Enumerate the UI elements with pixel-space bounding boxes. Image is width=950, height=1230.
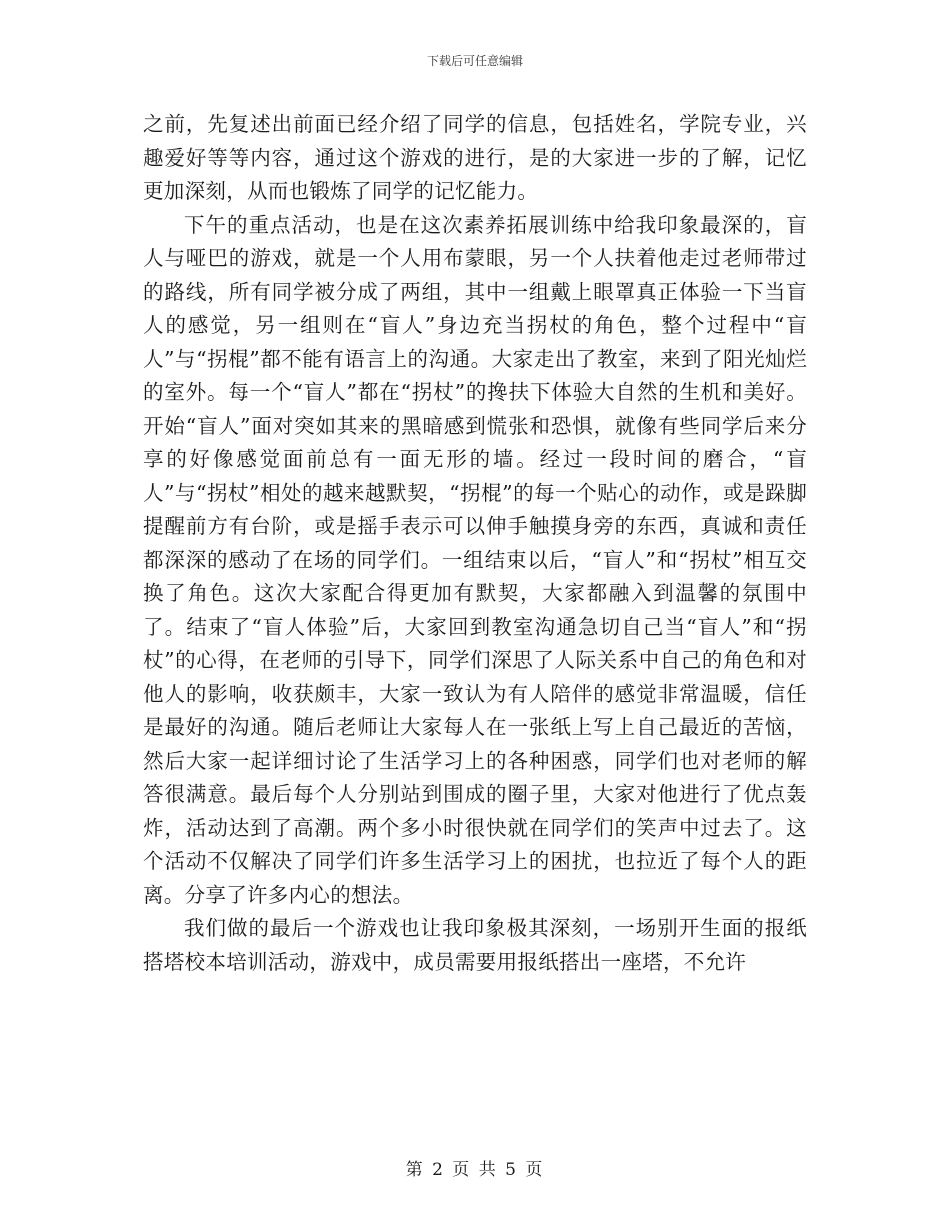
document-body — [143, 108, 807, 979]
page-number-footer: 第 2 页 共 5 页 — [405, 1160, 545, 1180]
page-header: 下载后可任意编辑 — [426, 54, 523, 68]
paragraph-2: 下午的重点活动，也是在这次素养拓展训练中给我印象最深的，盲人与哑巴的游戏，就是一个人用布蒙眼，另一个人扶着他走过老师带过的路线，所有同学被分成了两组，其中一组戴上眼罩真正体验一下当盲人的感觉，另一组则在“盲人”身边充当拐杖的角色，整个过程中“盲人”与“拐棍”都不能有语言上的沟通。大家走出了教室，来到了阳光灿烂的室外。每一个“盲人”都在“拐杖”的搀扶下体验大自然的生机和美好。开始“盲人”面对突如其来的黑暗感到慌张和恐惧，就像有些同学后来分享的好像感觉面前总有一面无形的墙。经过一段时间的磨合，“盲人”与“拐杖”相处的越来越默契，“拐棍”的每一个贴心的动作，或是跺脚提醒前方有台阶，或是摇手表示可以伸手触摸身旁的东西，真诚和责任都深深的感动了在场的同学们。一组结束以后，“盲人”和“拐杖”相互交换了角色。这次大家配合得更加有默契，大家都融入到温馨的氛围中了。结束了“盲人体验”后，大家回到教室沟通急切自己当“盲人”和“拐杖”的心得，在老师的引导下，同学们深思了人际关系中自己的角色和对他人的影响，收获颇丰，大家一致认为有人陪伴的感觉非常温暖，信任是最好的沟通。随后老师让大家每人在一张纸上写上自己最近的苦恼，然后大家一起详细讨论了生活学习上的各种困惑，同学们也对老师的解答很满意。最后每个人分别站到围成的圈子里，大家对他进行了优点轰炸，活动达到了高潮。两个多小时很快就在同学们的笑声中过去了。这个活动不仅解决了同学们许多生活学习上的困扰，也拉近了每个人的距离。分享了许多内心的想法。 — [143, 212, 807, 907]
paragraph-1: 之前，先复述出前面已经介绍了同学的信息，包括姓名，学院专业，兴趣爱好等等内容，通过这个游戏的进行，是的大家进一步的了解，记忆更加深刻，从而也锻炼了同学的记忆能力。 — [143, 112, 807, 203]
paragraph-3: 我们做的最后一个游戏也让我印象极其深刻，一场别开生面的报纸搭塔校本培训活动，游戏中，成员需要用报纸搭出一座塔，不允许 — [143, 916, 807, 974]
